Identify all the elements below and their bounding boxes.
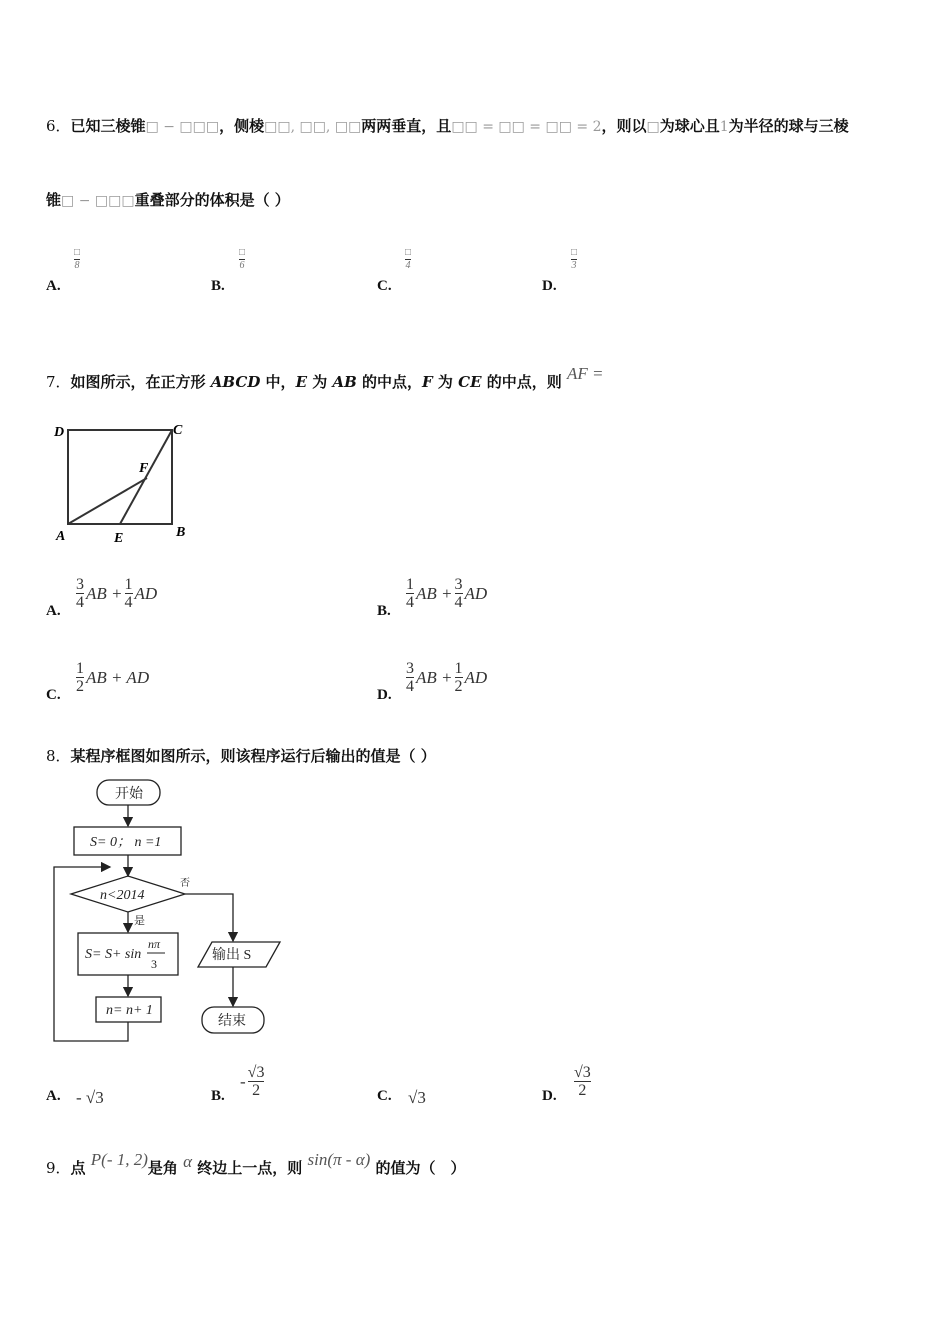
text: 中， [260,373,296,391]
label-f: F [139,461,149,476]
option-c-label[interactable]: C. [377,1088,392,1104]
option-d-expression [574,1064,591,1099]
question-8-text [46,745,436,766]
math: AB [332,373,357,391]
formula-placeholder: 1 [719,119,729,135]
text: 为球心且 [659,117,720,135]
formula-placeholder: □ [646,119,660,135]
numerator: 1 [76,660,84,677]
text: 重叠部分的体积是（ ） [134,191,290,209]
label-b: B [176,525,186,540]
yes-label: 是 [134,915,145,927]
question-number: 6． [46,117,71,135]
flowchart [40,770,300,1050]
term: AB + [86,583,123,603]
option-c-label[interactable]: C. [46,687,61,703]
denominator: 2 [454,678,463,695]
option-c-label[interactable]: C. [377,278,392,294]
numerator: □ [571,247,578,258]
option-d-label[interactable]: D. [542,1088,557,1104]
option-b-fraction [239,247,245,272]
question-number: 9． [46,1159,71,1177]
text: 点 [70,1159,91,1177]
math: E [295,373,307,391]
text: 如图所示，在正方形 [70,373,211,391]
numerator: 1 [124,576,133,593]
text: 为 [432,373,459,391]
option-b-expression [240,1064,264,1099]
denominator: 2 [252,1082,261,1099]
numerator: 3 [76,576,84,593]
sum-label: S= S+ sin [85,947,142,962]
numerator: 1 [406,576,414,593]
term: AD [464,583,488,603]
condition-label: n<2014 [100,888,145,903]
text: 已知三棱锥 [70,117,146,135]
numerator: 3 [406,660,414,677]
option-b-expression [406,576,487,611]
option-b-label[interactable]: B. [377,603,391,619]
denominator: 4 [454,594,463,611]
numerator: 1 [454,660,463,677]
formula-placeholder: □ − □□□ [145,119,220,135]
sum-fraction-denominator: 3 [151,957,157,971]
text: 两两垂直，且 [361,117,452,135]
text: 的值为（ ） [370,1159,466,1177]
option-d-label[interactable]: D. [377,687,392,703]
option-a-label[interactable]: A. [46,603,61,619]
text: 是角 [147,1159,184,1177]
increment-label: n= n+ 1 [106,1003,153,1018]
option-c-fraction [405,247,411,272]
text: ，则以 [601,117,647,135]
option-b-label[interactable]: B. [211,278,225,294]
math: α [183,1152,193,1171]
text: 锥 [46,191,62,209]
term: AB + [416,583,453,603]
term: AB + AD [86,667,150,687]
term: AD [464,667,488,687]
text: 某程序框图如图所示，则该程序运行后输出的值是（ ） [70,747,436,765]
question-number: 8． [46,747,71,765]
option-c-expression [76,660,149,695]
sum-fraction-numerator: nπ [148,937,161,951]
math: AF = [566,364,604,383]
option-a-label[interactable]: A. [46,1088,61,1104]
numerator: □ [74,247,81,258]
text: 的中点，则 [481,373,567,391]
question-7-text [46,364,604,392]
option-b-label[interactable]: B. [211,1088,225,1104]
output-label: 输出 S [212,948,252,963]
option-d-expression [406,660,487,695]
no-label: 否 [180,878,190,889]
question-number: 7． [46,373,71,391]
formula-placeholder: □□ = □□ = □□ = 2 [451,119,602,135]
label-c: C [173,423,183,438]
option-a-value: - √3 [76,1088,104,1107]
math: ABCD [210,373,261,391]
formula-placeholder: □ − □□□ [61,193,135,209]
label-a: A [56,529,66,544]
denominator: 3 [571,260,577,271]
question-6-line-2 [46,189,290,210]
denominator: 6 [239,260,245,271]
term: AD [134,583,158,603]
denominator: 4 [406,594,414,611]
math: CE [458,373,482,391]
option-a-label[interactable]: A. [46,278,61,294]
text: 终边上一点，则 [192,1159,308,1177]
denominator: 8 [74,260,80,271]
option-c-value: √3 [408,1088,426,1107]
init-label: S= 0； n =1 [90,835,162,850]
label-d: D [54,425,65,440]
numerator: 3 [454,576,463,593]
text: 为 [307,373,333,391]
math: P(- 1, 2) [90,1150,148,1169]
denominator: 2 [578,1082,587,1099]
formula-placeholder: □□, □□, □□ [264,119,362,135]
option-d-fraction [571,247,577,272]
denominator: 2 [76,678,84,695]
option-d-label[interactable]: D. [542,278,557,294]
denominator: 4 [76,594,84,611]
numerator: √3 [574,1064,591,1081]
numerator: □ [405,247,412,258]
term: AB + [416,667,453,687]
question-6-line-1 [46,115,849,136]
numerator: □ [239,247,246,258]
end-label: 结束 [218,1014,246,1029]
question-9-text [46,1150,466,1178]
denominator: 4 [405,260,411,271]
start-label: 开始 [115,787,143,802]
text: ，侧棱 [219,117,265,135]
option-a-fraction [74,247,80,272]
text: 的中点， [356,373,423,391]
minus-sign: - [240,1071,246,1091]
math: sin(π - α) [307,1150,371,1169]
text: 为半径的球与三棱 [728,117,849,135]
denominator: 4 [406,678,414,695]
label-e: E [114,531,124,546]
option-a-expression [76,576,157,611]
square-figure [50,418,200,548]
denominator: 4 [124,594,133,611]
math: F [422,373,433,391]
numerator: √3 [247,1064,265,1081]
